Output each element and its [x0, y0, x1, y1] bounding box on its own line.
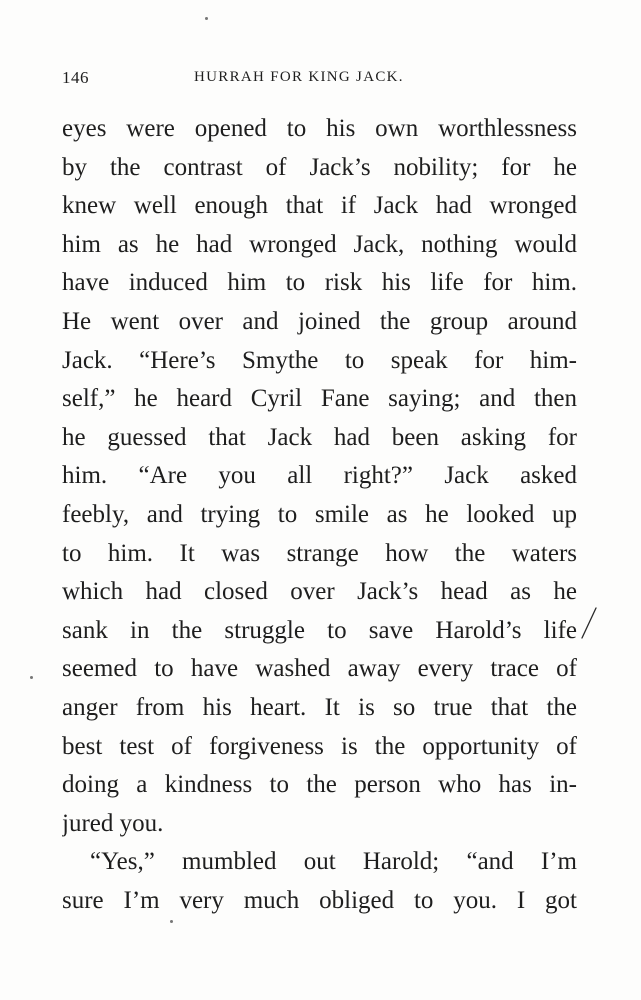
- text-line: self,” he heard Cyril Fane saying; and then: [62, 385, 577, 413]
- ink-speck: [205, 17, 208, 20]
- text-line: which had closed over Jack’s head as he: [62, 578, 577, 606]
- text-line: doing a kindness to the person who has in-: [62, 771, 577, 799]
- text-line: jured you.: [62, 809, 164, 837]
- text-line: eyes were opened to his own worthlessness: [62, 115, 577, 142]
- text-line: feebly, and trying to smile as he looked up: [62, 500, 577, 528]
- body-text: [62, 110, 577, 920]
- ink-speck: [30, 676, 33, 679]
- text-line: him as he had wronged Jack, nothing would: [62, 230, 577, 258]
- text-line: “Yes,” mumbled out Harold; “and I’m: [90, 848, 577, 876]
- text-line: to him. It was strange how the waters: [62, 539, 577, 567]
- text-line: by the contrast of Jack’s nobility; for he: [62, 153, 577, 181]
- text-line: him. “Are you all right?” Jack asked: [62, 462, 577, 490]
- text-line: he guessed that Jack had been asking for: [62, 423, 577, 451]
- running-title: HURRAH FOR KING JACK.: [194, 69, 404, 85]
- text-line: He went over and joined the group around: [62, 307, 577, 335]
- text-line: knew well enough that if Jack had wronged: [62, 192, 577, 220]
- page-number: 146: [62, 68, 89, 87]
- text-line: seemed to have washed away every trace of: [62, 655, 577, 683]
- text-line: sure I’m very much obliged to you. I got: [62, 886, 577, 914]
- page-header: [62, 68, 577, 92]
- text-line: have induced him to risk his life for him.: [62, 269, 577, 297]
- text-line: anger from his heart. It is so true that the: [62, 693, 577, 721]
- text-line: sank in the struggle to save Harold’s life: [62, 616, 577, 644]
- pencil-mark: [576, 606, 600, 642]
- text-line: best test of forgiveness is the opportunity of: [62, 732, 577, 760]
- text-line: Jack. “Here’s Smythe to speak for him-: [62, 346, 577, 374]
- ink-speck: [170, 920, 173, 923]
